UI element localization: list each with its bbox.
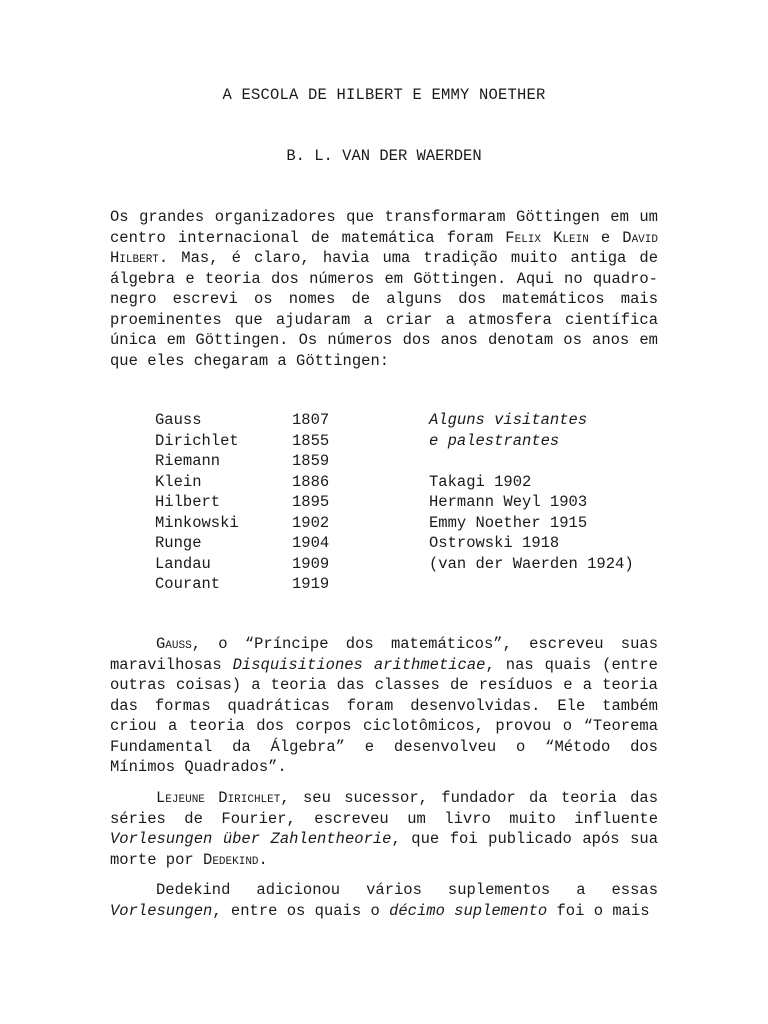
arrival-year: 1909 (292, 554, 330, 573)
visitors-heading: e palestrantes (429, 431, 560, 450)
visitor-entry: Takagi 1902 (429, 472, 532, 491)
decimo-suplemento: décimo suplemento (389, 901, 548, 920)
visitors-heading: Alguns visitantes (429, 411, 588, 429)
visitor-entry: Hermann Weyl 1903 (429, 493, 588, 511)
table-row (155, 431, 675, 452)
name-felix-klein: Felix Klein (505, 228, 589, 247)
table-row (155, 492, 675, 513)
dedekind-text-2: , entre os quais o (212, 901, 390, 920)
article-author: B. L. VAN DER WAERDEN (286, 147, 482, 165)
arrival-year: 1855 (292, 431, 330, 450)
name-david-hilbert: David Hilbert (110, 228, 658, 267)
table-row (155, 574, 675, 595)
mathematician-name: Runge (155, 534, 202, 552)
arrival-year: 1902 (292, 513, 330, 532)
table-row (155, 451, 675, 472)
visitor-entry: Emmy Noether 1915 (429, 513, 588, 532)
table-row (155, 554, 675, 575)
arrival-year: 1895 (292, 493, 330, 511)
intro-text-e: e (588, 228, 623, 247)
table-row (155, 472, 675, 493)
dirichlet-text-1: , seu sucessor, fundador da teoria das séries de Fourier, escreveu um livro muito influente (110, 789, 658, 828)
name-lejeune-dirichlet: Lejeune Dirichlet (156, 789, 281, 807)
gauss-paragraph (110, 634, 658, 778)
gauss-text-1: , o “Príncipe dos matemáticos”, escreveu suas maravilhosas (110, 635, 658, 674)
book-title-disquisitiones: Disquisitiones arithmeticae (232, 655, 486, 674)
book-title-vorlesungen: Vorlesungen über Zahlentheorie (110, 830, 392, 848)
mathematician-name: Dirichlet (155, 431, 239, 450)
arrival-year: 1919 (292, 575, 330, 593)
mathematician-name: Riemann (155, 452, 221, 470)
table-row (155, 410, 675, 431)
gauss-text-2: , nas quais (entre outras coisas) a teoria das classes de resíduos e a teoria das formas quadráticas foram desenvolvidas. Ele também criou a teoria dos corpos ciclotômicos, provou o “Teorema Fundamental da Álgebra” e desenvolveu o “Método dos Mínimos Quadrados”. (110, 655, 658, 776)
mathematician-name: Gauss (155, 411, 202, 429)
arrival-year: 1904 (292, 534, 330, 552)
dedekind-text-3: foi o mais (547, 901, 650, 920)
table-row (155, 533, 675, 554)
mathematician-name: Landau (155, 554, 211, 573)
mathematician-name: Hilbert (155, 493, 221, 511)
name-dedekind: Dedekind (203, 850, 259, 869)
book-title-vorlesungen: Vorlesungen (110, 901, 213, 920)
arrival-year: 1807 (292, 411, 330, 429)
mathematician-name: Courant (155, 575, 221, 593)
dedekind-paragraph (110, 880, 658, 921)
dirichlet-text-3: . (258, 850, 268, 869)
dedekind-text-1: Dedekind adicionou vários suplementos a essas (156, 881, 658, 899)
mathematician-name: Klein (155, 472, 202, 491)
dirichlet-paragraph (110, 788, 658, 870)
arrival-year: 1859 (292, 452, 330, 470)
arrival-year: 1886 (292, 472, 330, 491)
visitor-entry: (van der Waerden 1924) (429, 554, 634, 573)
name-gauss: Gauss (156, 635, 192, 653)
article-title: A ESCOLA DE HILBERT E EMMY NOETHER (222, 86, 546, 104)
mathematician-name: Minkowski (155, 513, 239, 532)
intro-paragraph (110, 207, 658, 371)
intro-text-1: Os grandes organizadores que transformaram Göttingen em um centro internacional de matemática foram (110, 208, 658, 247)
mathematicians-table (155, 410, 675, 595)
intro-text-2: . Mas, é claro, havia uma tradição muito antiga de álgebra e teoria dos números em Göttingen. Aqui no quadro-negro escrevi os nomes de alguns dos matemáticos mais proeminentes que ajudaram a criar a atmosfera científica única em Göttingen. Os números dos anos denotam os anos em que eles chegaram a Göttingen: (110, 249, 658, 370)
visitor-entry: Ostrowski 1918 (429, 534, 560, 552)
table-row (155, 513, 675, 534)
dirichlet-text-2: , que foi publicado após sua morte por (110, 830, 658, 869)
